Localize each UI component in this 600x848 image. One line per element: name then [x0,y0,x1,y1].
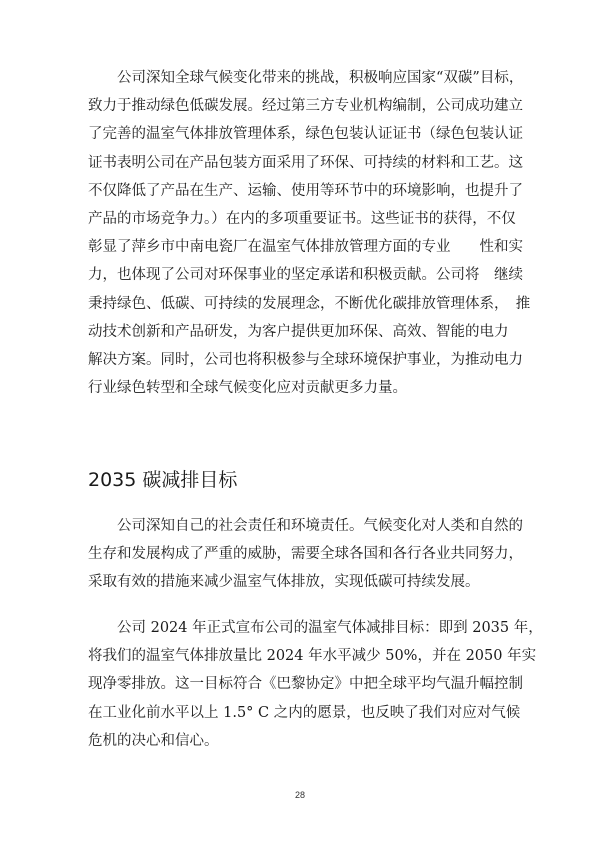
text-line: 解决方案。同时，公司也将积极参与全球环境保护事业，为推动电力 [88,351,523,368]
text-line: 秉持绿色、低碳、可持续的发展理念，不断优化碳排放管理体系， 推 [88,295,531,312]
text-line: 不仅降低了产品在生产、运输、使用等环节中的环境影响，也提升了 [88,182,523,199]
text-line: 在工业化前水平以上 1.5° C 之内的愿景，也反映了我们对应对气候 [88,704,521,721]
text-line: 公司深知全球气候变化带来的挑战，积极响应国家“双碳”目标， [117,70,524,86]
text-line: 将我们的温室气体排放量比 2024 年水平减少 50%，并在 2050 年实 [88,648,537,665]
paragraph-climate-commitment [88,64,531,402]
paragraph-social-responsibility [88,512,523,597]
text-line: 公司深知自己的社会责任和环境责任。气候变化对人类和自然的 [117,518,523,534]
text-line: 力，也体现了公司对环保事业的坚定承诺和积极贡献。公司将 继续 [88,267,523,284]
text-line: 产品的市场竞争力。）在内的多项重要证书。这些证书的获得，不仅 [88,210,516,227]
text-line: 致力于推动绿色低碳发展。经过第三方专业机构编制，公司成功建立 [88,98,523,115]
text-line: 采取有效的措施来减少温室气体排放，实现低碳可持续发展。 [88,574,480,591]
text-line: 证书表明公司在产品包装方面采用了环保、可持续的材料和工艺。这 [88,154,523,171]
text-line: 危机的决心和信心。 [88,732,219,749]
text-line: 生存和发展构成了严重的威胁，需要全球各国和各行各业共同努力， [88,546,523,563]
paragraph-reduction-target [88,614,543,755]
text-line: 彰显了萍乡市中南电瓷厂在温室气体排放管理方面的专业 性和实 [88,239,523,256]
page-number: 28 [294,790,305,800]
text-line: 公司 2024 年正式宣布公司的温室气体减排目标：即到 2035 年， [117,620,543,636]
text-line: 了完善的温室气体排放管理体系，绿色包装认证证书（绿色包装认证 [88,126,523,143]
text-line: 现净零排放。这一目标符合《巴黎协定》中把全球平均气温升幅控制 [88,676,523,693]
section-heading: 2035 碳减排目标 [88,469,238,491]
text-line: 动技术创新和产品研发，为客户提供更加环保、高效、智能的电力 [88,323,509,340]
text-line: 行业绿色转型和全球气候变化应对贡献更多力量。 [88,380,407,397]
